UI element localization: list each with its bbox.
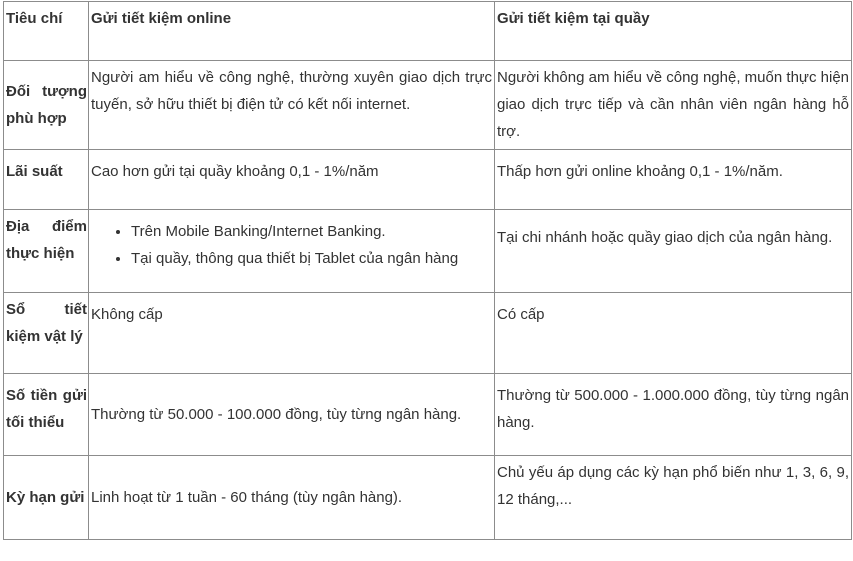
header-counter: Gửi tiết kiệm tại quầy: [495, 2, 852, 61]
row-online: Linh hoạt từ 1 tuần - 60 tháng (tùy ngân hàng).: [89, 456, 495, 540]
row-counter: Thấp hơn gửi online khoảng 0,1 - 1%/năm.: [495, 150, 852, 210]
table-header-row: [4, 2, 852, 61]
row-online: Người am hiểu về công nghệ, thường xuyên giao dịch trực tuyến, sở hữu thiết bị điện tử có kết nối internet.: [89, 61, 495, 150]
row-criteria: Đối tượng phù hợp: [4, 61, 89, 150]
table-row: [4, 374, 852, 456]
row-online: Cao hơn gửi tại quầy khoảng 0,1 - 1%/năm: [89, 150, 495, 210]
table-row: [4, 150, 852, 210]
row-counter: Chủ yếu áp dụng các kỳ hạn phổ biến như 1, 3, 6, 9, 12 tháng,...: [495, 456, 852, 540]
table-row: [4, 456, 852, 540]
row-criteria: Địa điểm thực hiện: [4, 210, 89, 293]
table-row: [4, 293, 852, 374]
row-counter: Thường từ 500.000 - 1.000.000 đồng, tùy từng ngân hàng.: [495, 374, 852, 456]
header-criteria: Tiêu chí: [4, 2, 89, 61]
row-criteria: Số tiền gửi tối thiểu: [4, 374, 89, 456]
row-criteria: Kỳ hạn gửi: [4, 456, 89, 540]
row-criteria: Lãi suất: [4, 150, 89, 210]
location-list: [91, 218, 494, 272]
list-item: • Tại quầy, thông qua thiết bị Tablet của ngân hàng: [131, 245, 494, 272]
table-row: [4, 210, 852, 293]
row-counter: Tại chi nhánh hoặc quầy giao dịch của ngân hàng.: [495, 210, 852, 293]
comparison-table: [3, 1, 852, 540]
row-online: Không cấp: [89, 293, 495, 374]
row-counter: Có cấp: [495, 293, 852, 374]
row-counter: Người không am hiểu về công nghệ, muốn thực hiện giao dịch trực tiếp và cần nhân viên ngân hàng hỗ trợ.: [495, 61, 852, 150]
table-row: [4, 61, 852, 150]
row-criteria: Sổ tiết kiệm vật lý: [4, 293, 89, 374]
row-online: Thường từ 50.000 - 100.000 đồng, tùy từng ngân hàng.: [89, 374, 495, 456]
header-online: Gửi tiết kiệm online: [89, 2, 495, 61]
row-online-list-cell: [89, 210, 495, 293]
list-item: • Trên Mobile Banking/Internet Banking.: [131, 218, 494, 245]
